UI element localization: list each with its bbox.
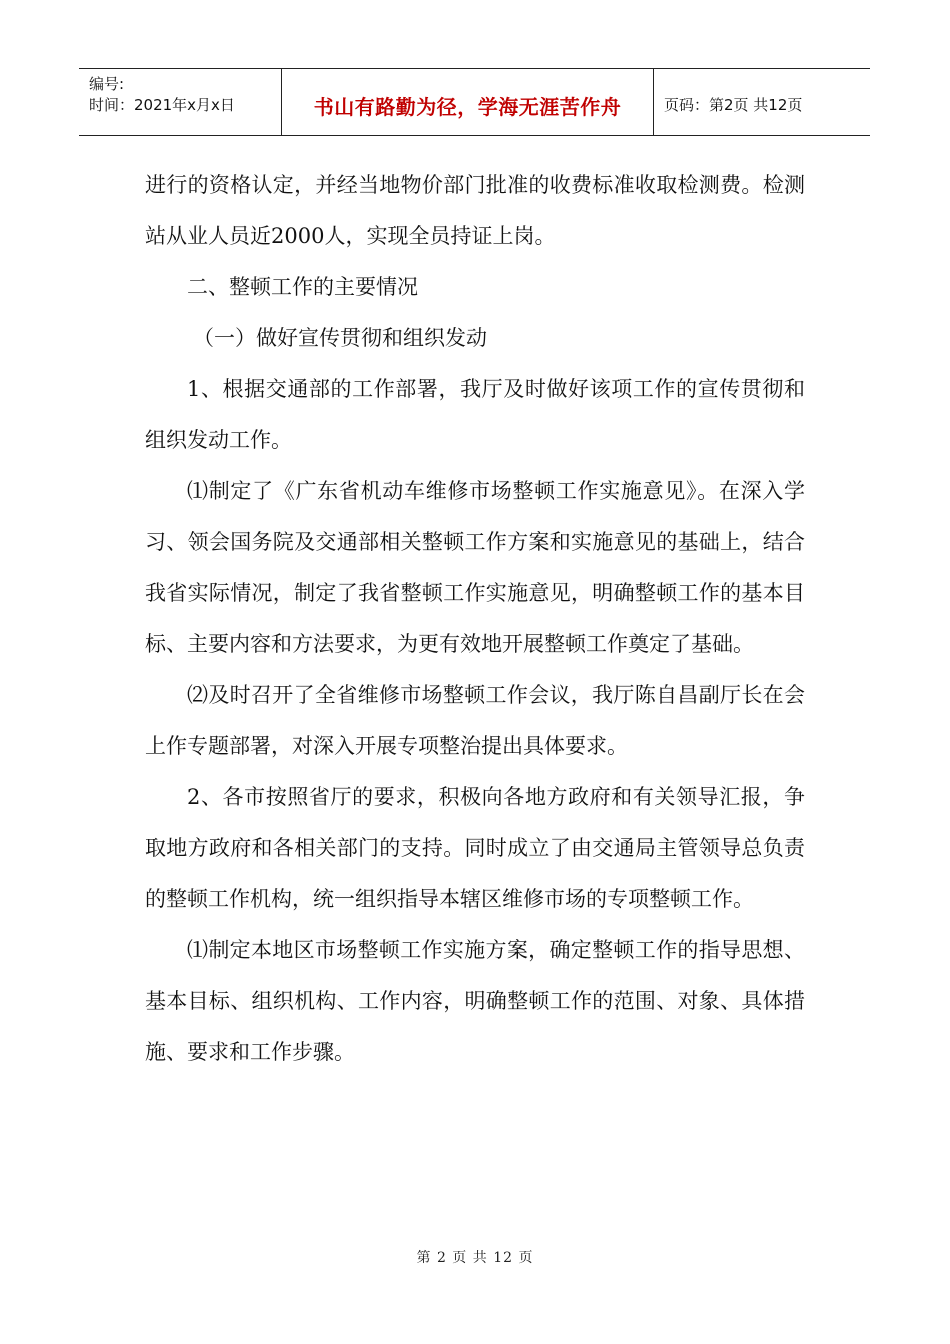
section-heading: 二、整顿工作的主要情况 [187,275,418,299]
motto-text: 书山有路勤为径，学海无涯苦作舟 [313,94,622,119]
paragraph: ⑴制定本地区市场整顿工作实施方案，确定整顿工作的指导思想、基本目标、组织机构、工作内容，明确整顿工作的范围、对象、具体措施、要求和工作步骤。 [145,938,805,1064]
paragraph: 2、各市按照省厅的要求，积极向各地方政府和有关领导汇报，争取地方政府和各相关部门的支持。同时成立了由交通局主管领导总负责的整顿工作机构，统一组织指导本辖区维修市场的专项整顿工作。 [145,785,805,911]
header-page-cell [654,69,870,135]
document-date-label: 时间：2021年x月x日 [89,96,235,114]
paragraph: ⑵及时召开了全省维修市场整顿工作会议，我厅陈自昌副厅长在会上作专题部署，对深入开展专项整治提出具体要求。 [145,683,805,758]
document-number-label: 编号: [89,75,125,93]
header-meta-cell [79,69,282,135]
page-header [79,68,870,136]
paragraph-continuation: 进行的资格认定，并经当地物价部门批准的收费标准收取检测费。检测站从业人员近2000人，实现全员持证上岗。 [145,173,805,248]
document-body [145,160,805,1078]
header-page-code: 页码：第2页 共12页 [664,95,803,114]
paragraph: 1、根据交通部的工作部署，我厅及时做好该项工作的宣传贯彻和组织发动工作。 [145,377,805,452]
header-motto-cell [282,69,654,135]
paragraph: ⑴制定了《广东省机动车维修市场整顿工作实施意见》。在深入学习、领会国务院及交通部相关整顿工作方案和实施意见的基础上，结合我省实际情况，制定了我省整顿工作实施意见，明确整顿工作的基本目标、主要内容和方法要求，为更有效地开展整顿工作奠定了基础。 [145,479,805,656]
subsection-heading: （一）做好宣传贯彻和组织发动 [193,326,487,350]
page-footer: 第 2 页 共 12 页 [416,1250,534,1266]
